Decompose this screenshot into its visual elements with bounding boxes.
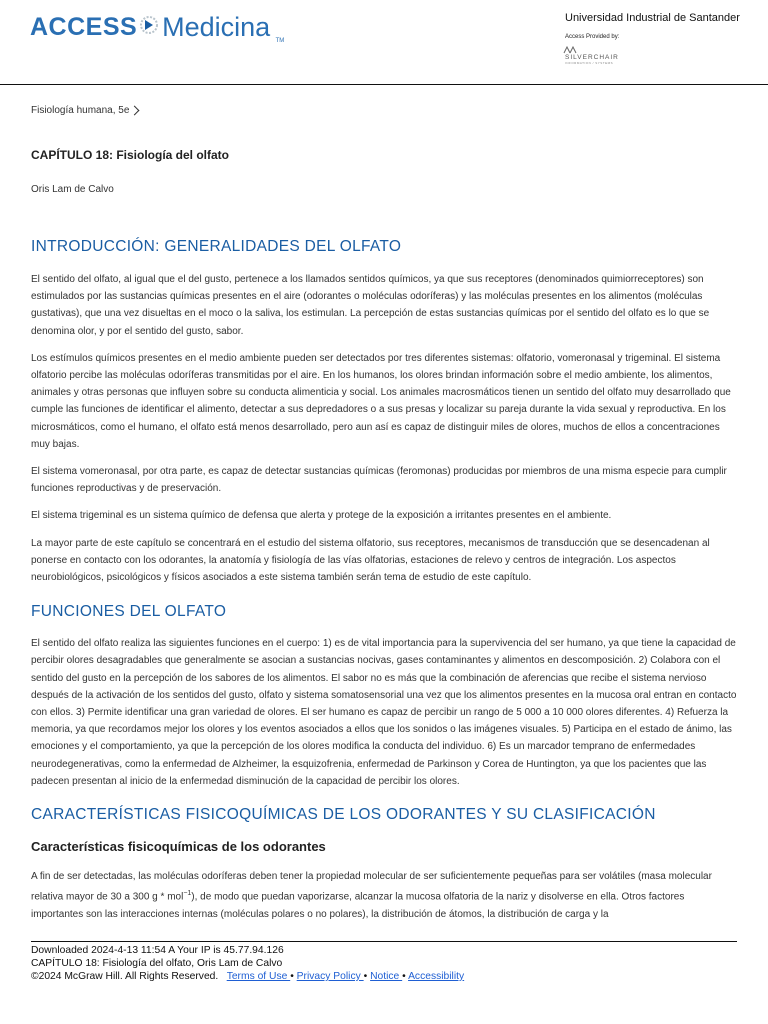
paragraph: Los estímulos químicos presentes en el medio ambiente pueden ser detectados por tres diferentes sistemas: olfatorio, vomeronasal y trigeminal. El sistema olfatorio percibe las moléculas odoríferas transmitidas por el aire. En los humanos, los olores brindan información sobre el medio ambiente, los alimentos, animales y otras personas que influyen sobre su conducta alimenticia y social. Los animales macrosmáticos tienen un sentido del olfato muy desarrollado que cumple las funciones de identificar el alimento, detectar a sus depredadores o a sus presas y localizar su pareja durante la vida sexual y reproductiva. En los microsmáticos, como el humano, el olfato está menos desarrollado, pero aun así es capaz de distinguir miles de olores, muchos de ellos a concentraciones muy bajas. (31, 352, 731, 450)
superscript: −1 (183, 890, 192, 898)
paragraph: El sentido del olfato, al igual que el del gusto, pertenece a los llamados sentidos químicos, ya que sus receptores (denominados quimiorreceptores) son estimulados por las sustancias químicas presentes en el aire (odorantes o moléculas odoríferas) y las moléculas presentes en los alimentos (moléculas gustativas), que una vez disueltas en el moco o la saliva, los estimulan. La percepción de estas sustancias químicas por el sentido del olfato es lo que se denomina olor, y por el sentido del gusto, sabor. (31, 274, 710, 337)
author-name[interactable]: Oris Lam de Calvo (31, 184, 114, 195)
section-heading-intro: INTRODUCCIÓN: GENERALIDADES DEL OLFATO (31, 238, 402, 255)
breadcrumb[interactable] (31, 105, 737, 116)
breadcrumb-book[interactable]: Fisiología humana, 5e (31, 105, 130, 116)
logo-medicina-text: Medicina (162, 12, 271, 42)
paragraph-text: A fin de ser detectadas, las moléculas odoríferas deben tener la propiedad molecular de ser suficientemente pequeñas para ser volátiles (masa molecular relativa mayor de 30 a 300 g * mol (31, 871, 712, 903)
paragraph: La mayor parte de este capítulo se concentrará en el estudio del sistema olfatorio, sus receptores, mecanismos de transducción que se desencadenan al ponerse en contacto con los odorantes, la anatomía y fisiología de las vías olfatorias, estaciones de relevo y centros de integración. Los aspectos neurobiológicos, psicológicos y físicos asociados a este sistema también serán tema de estudio de este capítulo. (31, 537, 710, 584)
page-footer (31, 944, 464, 983)
footer-divider (31, 941, 737, 942)
gear-arrow-icon (138, 14, 160, 41)
article-content (31, 95, 737, 923)
accessibility-link[interactable]: Accessibility (408, 971, 465, 982)
privacy-policy-link[interactable]: Privacy Policy (296, 971, 364, 982)
logo-trademark: TM (275, 37, 285, 44)
section-heading-funciones: FUNCIONES DEL OLFATO (31, 603, 227, 621)
terms-of-use-link[interactable]: Terms of Use (226, 971, 291, 982)
chevron-right-icon (130, 106, 140, 116)
logo-access-text: ACCESS (30, 13, 138, 41)
footer-separator: • (402, 971, 409, 982)
provider-subtitle: INFORMATION / SYSTEMS (565, 61, 614, 65)
footer-separator: • (363, 971, 371, 982)
paragraph-text: ), de modo que puedan vaporizarse, alcanzar la mucosa olfatoria de la nariz y disolverse en ella. Otros factores importantes son las interacciones internas (moléculas polares o no polares), la distribución de átomos, la distribución de carga y la (31, 891, 685, 920)
footer-separator: • (290, 971, 297, 982)
accessmedicina-logo[interactable] (30, 12, 284, 52)
notice-link[interactable]: Notice (370, 971, 403, 982)
chapter-title: CAPÍTULO 18: Fisiología del olfato (31, 148, 230, 162)
footer-download-info: Downloaded 2024-4-13 11:54 A Your IP is 45.77.94.126 (31, 945, 284, 956)
section-heading-caracteristicas: CARACTERÍSTICAS FISICOQUÍMICAS DE LOS ODORANTES Y SU CLASIFICACIÓN (31, 806, 656, 824)
footer-copyright: ©2024 McGraw Hill. All Rights Reserved. (31, 971, 219, 982)
paragraph (31, 868, 737, 923)
provider-name: SILVERCHAIR (565, 54, 619, 61)
site-header (0, 0, 768, 85)
subsection-heading: Características fisicoquímicas de los odorantes (31, 839, 326, 855)
paragraph: El sistema trigeminal es un sistema químico de defensa que alerta y protege de la exposición a irritantes presentes en el ambiente. (31, 510, 612, 522)
footer-links-row (31, 970, 464, 983)
paragraph: El sistema vomeronasal, por otra parte, es capaz de detectar sustancias químicas (feromonas) producidas por miembros de una misma especie para cumplir funciones reproductivas y de preservación. (31, 466, 727, 495)
access-provided-label: Access Provided by: (565, 34, 620, 40)
footer-citation: CAPÍTULO 18: Fisiología del olfato, Oris Lam de Calvo (31, 958, 283, 969)
paragraph: El sentido del olfato realiza las siguientes funciones en el cuerpo: 1) es de vital importancia para la supervivencia del ser humano, ya que tiene la capacidad de percibir olores desagradables que generalmente se asocian a sustancias nocivas, gases contaminantes y alimentos en descomposición. 2) Colabora con el sentido del gusto en la percepción de los sabores de los alimentos. El sabor no es más que la combinación de aferencias que recibe el sistema nervioso después de la activación de los sentidos del gusto, olfato y sistema somatosensorial una vez que los alimentos presentes en la mucosa oral entran en contacto con ellos. 3) Permite identificar una gran variedad de olores. El ser humano es capaz de percibir un rango de 5 000 a 10 000 olores diferentes. 4) Refuerza la memoria, ya que recordamos mejor los olores y los eventos asociados a ellos que los sonidos o las imágenes visuales. 5) Participa en el estado de ánimo, las emociones y el comportamiento, ya que la percepción de los olores modifica la conducta del individuo. 6) Es un marcador temprano de enfermedades neurodegenerativas, como la enfermedad de Alzheimer, la esquizofrenia, enfermedad de Parkinson y Corea de Huntington, ya que los pacientes que las padecen presentan al inicio de la enfermedad disminución de la capacidad de percibir los olores. (31, 638, 737, 787)
institution-name: Universidad Industrial de Santander (565, 12, 740, 24)
silverchair-logo-icon (563, 46, 577, 54)
